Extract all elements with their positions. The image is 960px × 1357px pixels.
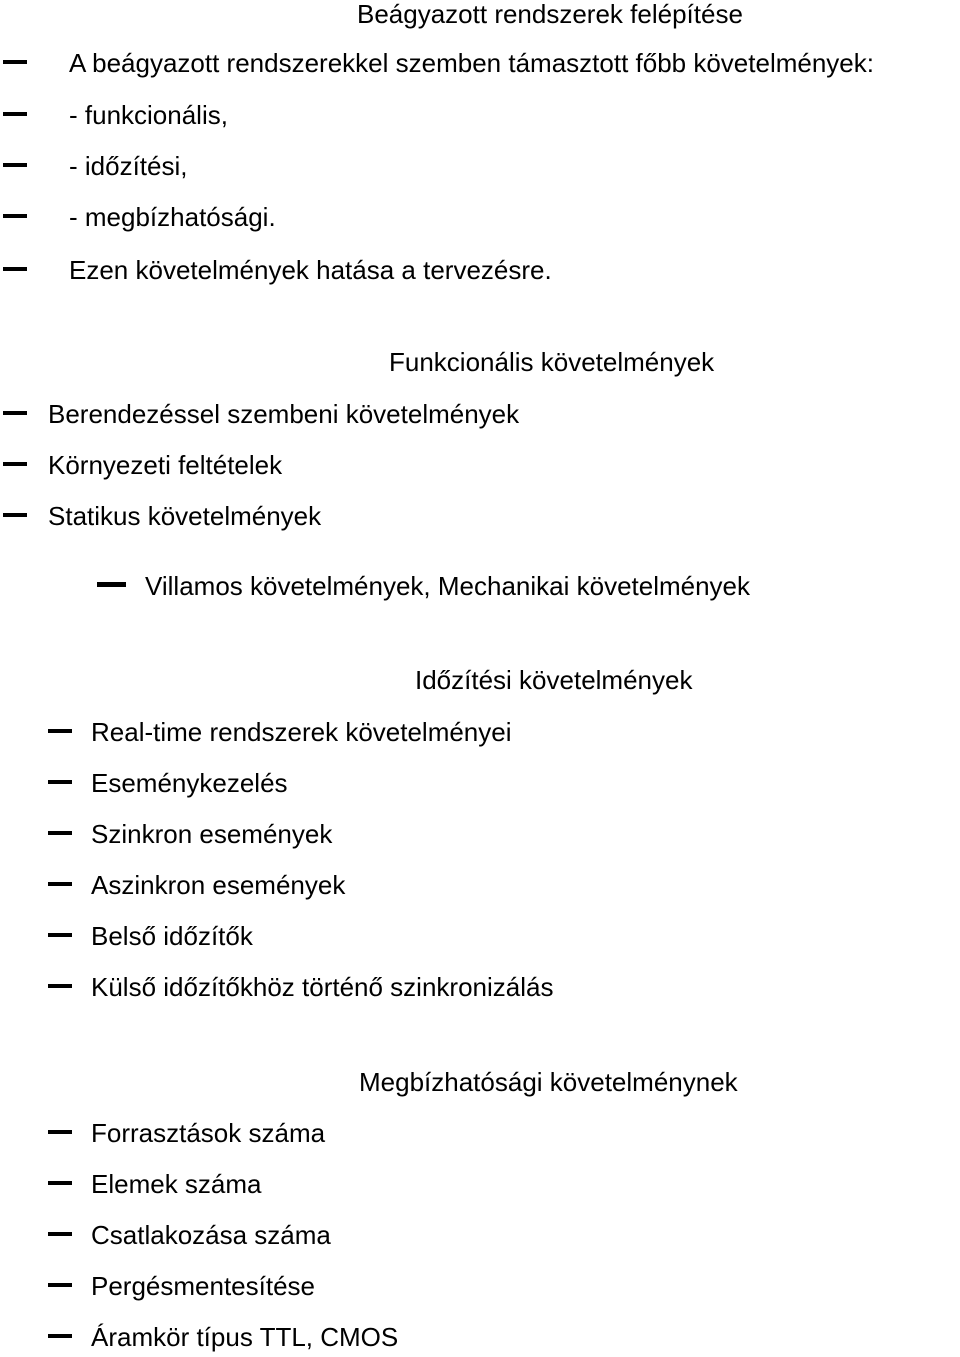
list-item bbox=[0, 819, 960, 849]
list-item bbox=[0, 151, 960, 181]
list-item-text: Belső időzítők bbox=[91, 921, 253, 951]
dash-bullet-icon bbox=[3, 267, 27, 271]
list-item bbox=[0, 1322, 960, 1352]
section-heading-functional: Funkcionális követelmények bbox=[389, 347, 715, 377]
dash-bullet-icon bbox=[97, 582, 126, 587]
list-item bbox=[0, 1169, 960, 1199]
list-item bbox=[0, 768, 960, 798]
sub-list-item bbox=[0, 571, 960, 601]
list-item-text: Áramkör típus TTL, CMOS bbox=[91, 1322, 399, 1352]
list-item bbox=[0, 202, 960, 232]
dash-bullet-icon bbox=[48, 984, 72, 988]
dash-bullet-icon bbox=[48, 729, 72, 733]
list-item-text: Aszinkron események bbox=[91, 870, 346, 900]
dash-bullet-icon bbox=[48, 1232, 72, 1236]
list-item-text: A beágyazott rendszerekkel szemben támasztott főbb követelmények: bbox=[69, 48, 874, 78]
list-item-text: Ezen követelmények hatása a tervezésre. bbox=[69, 255, 552, 285]
list-item bbox=[0, 1271, 960, 1301]
dash-bullet-icon bbox=[48, 933, 72, 937]
list-item-text: Pergésmentesítése bbox=[91, 1271, 316, 1301]
dash-bullet-icon bbox=[48, 882, 72, 886]
dash-bullet-icon bbox=[3, 163, 27, 167]
list-item bbox=[0, 48, 960, 78]
list-item-text: Csatlakozása száma bbox=[91, 1220, 331, 1250]
list-item-text: Eseménykezelés bbox=[91, 768, 288, 798]
list-item-text: - időzítési, bbox=[69, 151, 188, 181]
list-item bbox=[0, 1220, 960, 1250]
section-heading-timing: Időzítési követelmények bbox=[415, 665, 693, 695]
list-item bbox=[0, 972, 960, 1002]
dash-bullet-icon bbox=[3, 411, 27, 415]
dash-bullet-icon bbox=[48, 1283, 72, 1287]
list-item-text: Szinkron események bbox=[91, 819, 333, 849]
dash-bullet-icon bbox=[3, 60, 27, 64]
dash-bullet-icon bbox=[3, 462, 27, 466]
list-item-text: Statikus követelmények bbox=[48, 501, 322, 531]
list-item bbox=[0, 1118, 960, 1148]
dash-bullet-icon bbox=[48, 780, 72, 784]
list-item-text: - megbízhatósági. bbox=[69, 202, 276, 232]
list-item bbox=[0, 255, 960, 285]
dash-bullet-icon bbox=[48, 831, 72, 835]
list-item bbox=[0, 399, 960, 429]
dash-bullet-icon bbox=[3, 513, 27, 517]
dash-bullet-icon bbox=[48, 1334, 72, 1338]
dash-bullet-icon bbox=[48, 1181, 72, 1185]
list-item bbox=[0, 921, 960, 951]
dash-bullet-icon bbox=[3, 214, 27, 218]
section-heading-reliability: Megbízhatósági követelménynek bbox=[359, 1067, 738, 1097]
list-item-text: - funkcionális, bbox=[69, 100, 228, 130]
list-item bbox=[0, 100, 960, 130]
dash-bullet-icon bbox=[48, 1130, 72, 1134]
page-title: Beágyazott rendszerek felépítése bbox=[357, 0, 743, 29]
list-item-text: Elemek száma bbox=[91, 1169, 262, 1199]
list-item-text: Real-time rendszerek követelményei bbox=[91, 717, 512, 747]
list-item bbox=[0, 450, 960, 480]
list-item bbox=[0, 501, 960, 531]
list-item-text: Villamos követelmények, Mechanikai követelmények bbox=[145, 571, 751, 601]
list-item bbox=[0, 870, 960, 900]
list-item-text: Külső időzítőkhöz történő szinkronizálás bbox=[91, 972, 554, 1002]
list-item-text: Berendezéssel szembeni követelmények bbox=[48, 399, 520, 429]
list-item bbox=[0, 717, 960, 747]
list-item-text: Környezeti feltételek bbox=[48, 450, 283, 480]
list-item-text: Forrasztások száma bbox=[91, 1118, 326, 1148]
dash-bullet-icon bbox=[3, 112, 27, 116]
